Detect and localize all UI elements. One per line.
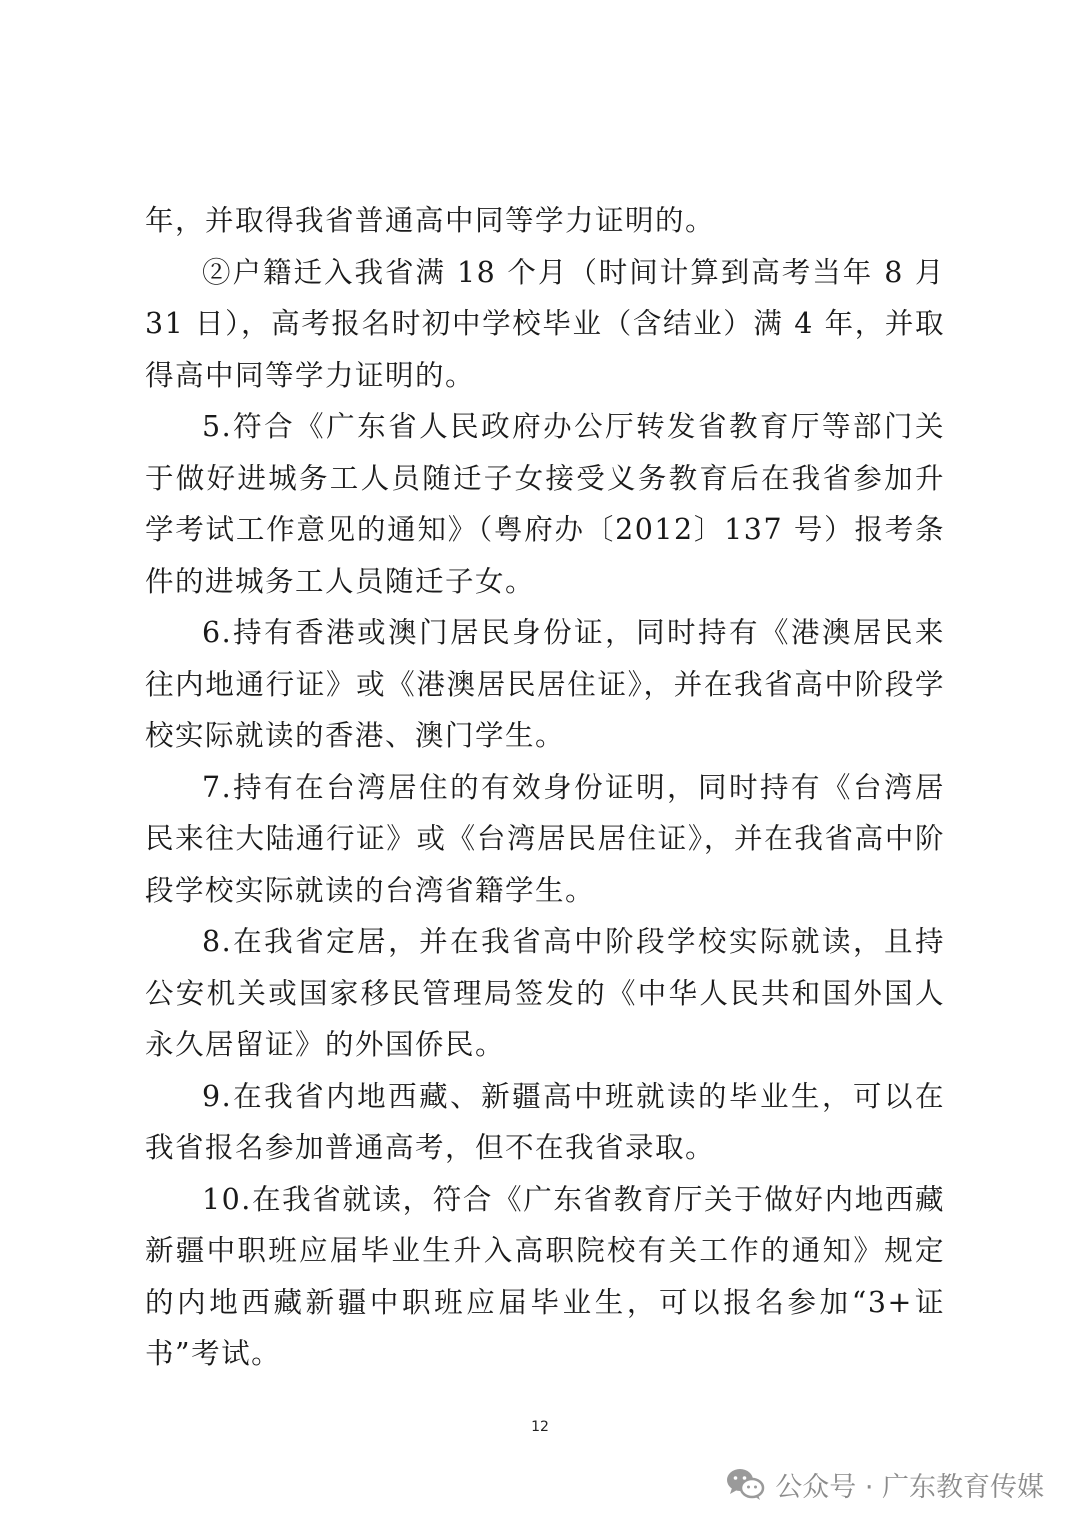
paragraph-item-5: 5.符合《广东省人民政府办公厅转发省教育厅等部门关于做好进城务工人员随迁子女接受义务教育后在我省参加升学考试工作意见的通知》（粤府办〔2012〕137 号）报考条件的进城务工人员随迁子女。 <box>145 410 945 598</box>
paragraph-item-8: 8.在我省定居，并在我省高中阶段学校实际就读，且持公安机关或国家移民管理局签发的《中华人民共和国外国人永久居留证》的外国侨民。 <box>145 925 945 1061</box>
page-number: 12 <box>531 1419 549 1435</box>
watermark <box>725 1462 1044 1506</box>
document-body <box>145 195 945 1380</box>
paragraph-item-2: ②户籍迁入我省满 18 个月（时间计算到高考当年 8 月 31 日），高考报名时初中学校毕业（含结业）满 4 年，并取得高中同等学力证明的。 <box>145 255 945 392</box>
paragraph-item-7: 7.持有在台湾居住的有效身份证明，同时持有《台湾居民来往大陆通行证》或《台湾居民居住证》，并在我省高中阶段学校实际就读的台湾省籍学生。 <box>145 770 945 907</box>
paragraph-item-10: 10.在我省就读，符合《广东省教育厅关于做好内地西藏新疆中职班应届毕业生升入高职院校有关工作的通知》规定的内地西藏新疆中职班应届毕业生，可以报名参加“3+证书”考试。 <box>145 1182 945 1370</box>
paragraph-item-9: 9.在我省内地西藏、新疆高中班就读的毕业生，可以在我省报名参加普通高考，但不在我省录取。 <box>145 1079 945 1164</box>
paragraph-continuation: 年，并取得我省普通高中同等学力证明的。 <box>145 204 716 237</box>
watermark-text: 公众号 · 广东教育传媒 <box>775 1471 1044 1503</box>
paragraph-item-6: 6.持有香港或澳门居民身份证，同时持有《港澳居民来往内地通行证》或《港澳居民居住证》，并在我省高中阶段学校实际就读的香港、澳门学生。 <box>145 616 945 752</box>
wechat-icon <box>725 1466 765 1502</box>
